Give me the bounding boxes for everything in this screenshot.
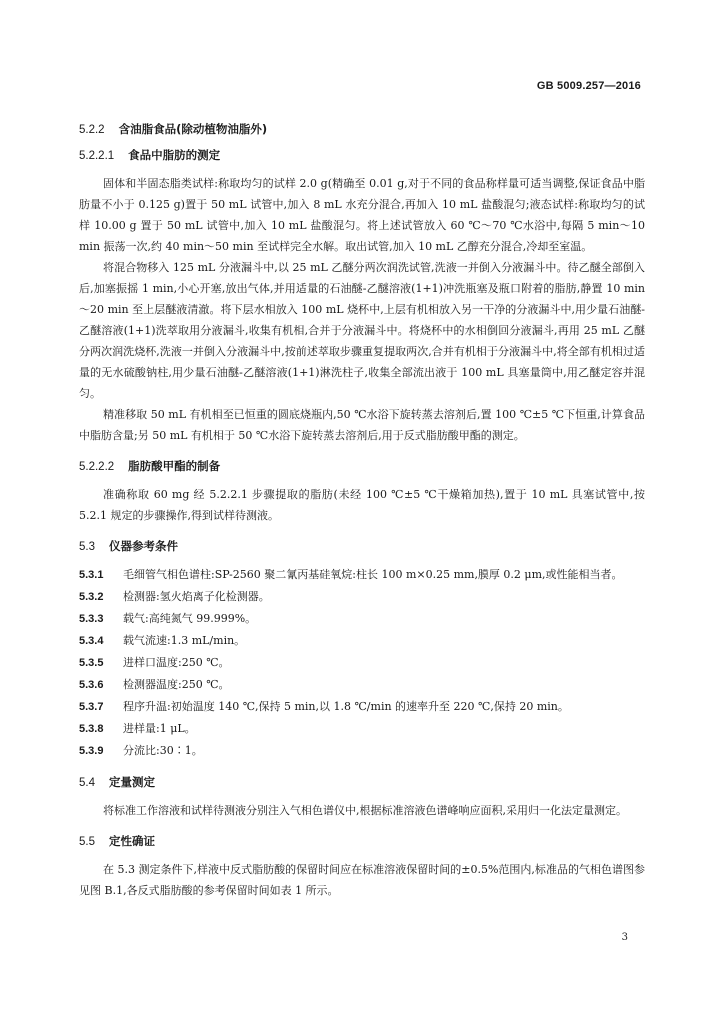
item-text: 检测器:氢火焰离子化检测器。 xyxy=(123,590,270,603)
section-body-5-4 xyxy=(79,800,645,821)
paragraph: 准确称取 60 mg 经 5.2.2.1 步骤提取的脂肪(未经 100 ℃±5 ℃干燥箱加热),置于 10 mL 具塞试管中,按 5.2.1 规定的步骤操作,得到试样待测液。 xyxy=(79,488,645,522)
list-item xyxy=(79,674,645,696)
item-number: 5.3.7 xyxy=(79,701,104,713)
section-heading-5-3 xyxy=(79,538,645,554)
section-heading-5-5 xyxy=(79,833,645,849)
paragraph: 将标准工作溶液和试样待测液分别注入气相色谱仪中,根据标准溶液色谱峰响应面积,采用归一化法定量测定。 xyxy=(103,804,627,817)
item-number: 5.3.9 xyxy=(79,745,104,757)
section-title: 脂肪酸甲酯的制备 xyxy=(128,459,221,473)
item-number: 5.3.5 xyxy=(79,657,104,669)
section-body-5-5 xyxy=(79,859,645,901)
section-number: 5.2.2 xyxy=(79,124,105,136)
document-body xyxy=(79,121,645,913)
list-item xyxy=(79,586,645,608)
item-number: 5.3.8 xyxy=(79,723,104,735)
section-heading-5-2-2-2 xyxy=(79,458,645,474)
section-number: 5.2.2.2 xyxy=(79,461,115,473)
section-heading-5-2-2 xyxy=(79,121,645,137)
list-item xyxy=(79,564,645,586)
page-number: 3 xyxy=(621,932,628,943)
section-number: 5.3 xyxy=(79,541,95,553)
section-body-5-2-2-1 xyxy=(79,173,645,446)
paragraph: 固体和半固态脂类试样:称取均匀的试样 2.0 g(精确至 0.01 g,对于不同的食品称样量可适当调整,保证食品中脂肪量不小于 0.125 g)置于 50 mL 试管中,加入 8 mL 水充分混合,再加入 10 mL 盐酸混匀;液态试样:称取均匀的试样 10.00 g 置于 50 mL 试管中,加入 10 mL 盐酸混匀。将上述试管放入 60 ℃～70 ℃水浴中,每隔 5 min～10 min 振荡一次,约 40 min～50 min 至试样完全水解。取出试管,加入 10 mL 乙醇充分混合,冷却至室温。 xyxy=(79,177,645,253)
list-item xyxy=(79,608,645,630)
item-text: 程序升温:初始温度 140 ℃,保持 5 min,以 1.8 ℃/min 的速率升至 220 ℃,保持 20 min。 xyxy=(123,700,569,713)
item-text: 分流比:30∶1。 xyxy=(123,744,203,757)
section-title: 定性确证 xyxy=(109,834,155,848)
list-item xyxy=(79,696,645,718)
section-body-5-2-2-2 xyxy=(79,484,645,526)
section-number: 5.5 xyxy=(79,836,95,848)
item-text: 进样量:1 μL。 xyxy=(123,722,196,735)
paragraph: 在 5.3 测定条件下,样液中反式脂肪酸的保留时间应在标准溶液保留时间的±0.5%范围内,标准品的气相色谱图参见图 B.1,各反式脂肪酸的参考保留时间如表 1 所示。 xyxy=(79,863,645,897)
section-title: 食品中脂肪的测定 xyxy=(128,148,221,162)
item-number: 5.3.3 xyxy=(79,613,104,625)
paragraph: 将混合物移入 125 mL 分液漏斗中,以 25 mL 乙醚分两次润洗试管,洗液一并倒入分液漏斗中。待乙醚全部倒入后,加塞振摇 1 min,小心开塞,放出气体,并用适量的石油醚-乙醚溶液(1+1)冲洗瓶塞及瓶口附着的脂肪,静置 10 min～20 min 至上层醚液清澈。将下层水相放入 100 mL 烧杯中,上层有机相放入另一干净的分液漏斗中,用少量石油醚-乙醚溶液(1+1)洗萃取用分液漏斗,收集有机相,合并于分液漏斗中。将烧杯中的水相倒回分液漏斗,再用 25 mL 乙醚分两次润洗烧杯,洗液一并倒入分液漏斗中,按前述萃取步骤重复提取两次,合并有机相于分液漏斗中,将全部有机相过适量的无水硫酸钠柱,用少量石油醚-乙醚溶液(1+1)淋洗柱子,收集全部流出液于 100 mL 具塞量筒中,用乙醚定容并混匀。 xyxy=(79,261,645,400)
item-text: 进样口温度:250 ℃。 xyxy=(123,656,230,669)
item-number: 5.3.1 xyxy=(79,569,104,581)
paragraph: 精准移取 50 mL 有机相至已恒重的圆底烧瓶内,50 ℃水浴下旋转蒸去溶剂后,置 100 ℃±5 ℃下恒重,计算食品中脂肪含量;另 50 mL 有机相于 50 ℃水浴下旋转蒸去溶剂后,用于反式脂肪酸甲酯的测定。 xyxy=(79,408,645,442)
section-title: 含油脂食品(除动植物油脂外) xyxy=(118,122,268,136)
item-text: 毛细管气相色谱柱:SP-2560 聚二氰丙基硅氧烷:柱长 100 m×0.25 mm,膜厚 0.2 μm,或性能相当者。 xyxy=(123,568,623,581)
section-number: 5.2.2.1 xyxy=(79,150,115,162)
item-number: 5.3.6 xyxy=(79,679,104,691)
section-title: 仪器参考条件 xyxy=(109,539,178,553)
item-text: 载气流速:1.3 mL/min。 xyxy=(123,634,246,647)
item-number: 5.3.4 xyxy=(79,635,104,647)
list-item xyxy=(79,718,645,740)
section-heading-5-4 xyxy=(79,774,645,790)
instrument-conditions-list xyxy=(79,564,645,762)
section-number: 5.4 xyxy=(79,777,95,789)
section-heading-5-2-2-1 xyxy=(79,147,645,163)
item-text: 检测器温度:250 ℃。 xyxy=(123,678,230,691)
item-number: 5.3.2 xyxy=(79,591,104,603)
section-title: 定量测定 xyxy=(109,775,155,789)
list-item xyxy=(79,630,645,652)
item-text: 载气:高纯氮气 99.999%。 xyxy=(123,612,257,625)
list-item xyxy=(79,740,645,762)
list-item xyxy=(79,652,645,674)
standard-code: GB 5009.257—2016 xyxy=(536,80,641,92)
